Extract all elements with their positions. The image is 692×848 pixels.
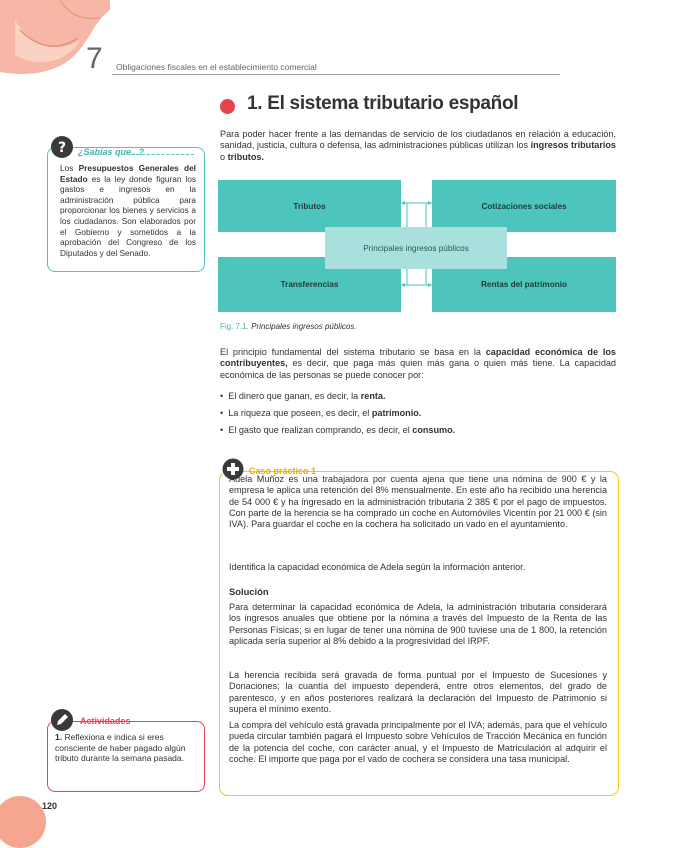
actividades-title: Actividades: [80, 716, 131, 726]
header-divider: [112, 74, 560, 75]
actividades-divider: [139, 721, 194, 722]
solution-paragraph-2: La herencia recibida será gravada de forma puntual por el Impuesto de Sucesiones y Donaciones; la cuantía del impuesto dependerá, entre otros elementos, del grado de parentesco, y en años posteriores realizará la declaración del Impuesto de Patrimonio si supera el mínimo exento.: [229, 670, 607, 714]
bullet-item: • El gasto que realizan comprando, es decir, el consumo.: [220, 425, 456, 435]
pencil-icon: [50, 708, 74, 732]
chapter-number: 7: [86, 42, 103, 75]
income-diagram: [218, 173, 618, 317]
sabias-que-title: ¿Sabías que...?: [78, 147, 145, 157]
page-number: 120: [42, 801, 58, 811]
solution-paragraph-1: Para determinar la capacidad económica de Adela, la administración tributaria considerará los ingresos anuales que obtiene por la nómina a través del Impuesto de la Renta de las Personas Físicas; si en lugar de tener una nómina de 900 tuviese una de 1 800, la retención aplicada sería superior al 8% debido a la progresividad del IRPF.: [229, 602, 607, 646]
solution-paragraph-3: La compra del vehículo está gravada principalmente por el IVA; además, para que el vehículo pueda circular también pagará el Impuesto sobre Vehículos de Tracción Mecánica en función de la potencia del coche, con carácter anual, y el Impuesto de Matriculación al adquirir el coche. El importe que paga por el vado de cochera se considera una tasa municipal.: [229, 720, 607, 764]
bullet-item: • La riqueza que poseen, es decir, el patrimonio.: [220, 408, 422, 418]
diagram-box-tributos: Tributos: [218, 180, 401, 232]
section-bullet-icon: [220, 99, 235, 114]
sabias-que-text: Los Presupuestos Generales del Estado es la ley donde figuran los gastos e ingresos en la administración pública para proporcionar los bienes y servicios a los ciudadanos. Son elaborados por el Gobierno y sometidos a la aprobación del Congreso de los Diputados y del Senado.: [60, 163, 196, 258]
diagram-box-transferencias: Transferencias: [218, 257, 401, 312]
chapter-title: Obligaciones fiscales en el establecimiento comercial: [116, 62, 317, 72]
sabias-que-divider: [132, 154, 194, 155]
bullet-item: • El dinero que ganan, es decir, la renta.: [220, 391, 386, 401]
caso-practico-title: Caso práctico 1: [249, 466, 317, 476]
section-title: 1. El sistema tributario español: [247, 93, 519, 114]
actividad-item: 1. Reflexiona e indica si eres consciente de haber pagado algún tributo durante la semana pasada.: [55, 732, 186, 764]
intro-paragraph: Para poder hacer frente a las demandas de servicio de los ciudadanos en relación a educación, sanidad, justicia, cultura o defensa, las administraciones públicas utilizan los ingresos tributarios o tributos.: [220, 129, 616, 162]
caso-paragraph-2: Identifica la capacidad económica de Adela según la información anterior.: [229, 562, 526, 572]
svg-text:?: ?: [57, 140, 67, 156]
page-corner-decoration: [0, 796, 46, 848]
figure-caption: Fig. 7.1. Principales ingresos públicos.: [220, 322, 357, 331]
solution-title: Solución: [229, 586, 269, 597]
diagram-box-rentas: Rentas del patrimonio: [432, 257, 616, 312]
caso-practico-divider: [329, 471, 605, 472]
diagram-center-box: Principales ingresos públicos: [325, 227, 507, 269]
diagram-box-cotizaciones: Cotizaciones sociales: [432, 180, 616, 232]
principle-paragraph: El principio fundamental del sistema tributario se basa en la capacidad económica de los contribuyentes, es decir, que paga más quien más gana o quien más tiene. La capacidad económica de las personas se puede conocer por:: [220, 347, 616, 380]
caso-paragraph-1: Adela Muñoz es una trabajadora por cuenta ajena que tiene una nómina de 900 € y la empresa le aplica una retención del 8% mensualmente. En este año ha recibido una herencia de 54 000 € y ha ingresado en la administración tributaria 2 385 € por el pago de impuestos. Con parte de la herencia se ha comprado un coche en Automóviles Vicentín por 21 000 € (sin IVA). Para guardar el coche en la cochera ha solicitado un vado en el ayuntamiento.: [229, 474, 607, 530]
question-icon: [50, 135, 74, 159]
